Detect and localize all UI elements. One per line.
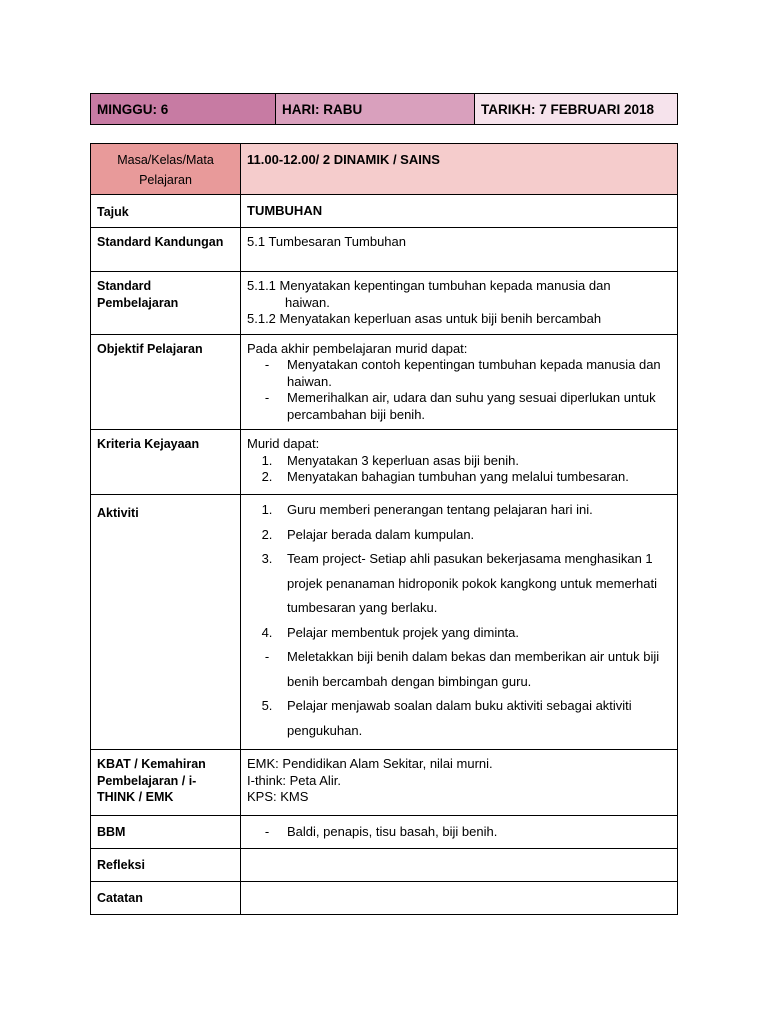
row-standard-pembelajaran bbox=[91, 272, 678, 335]
list-bullet: - bbox=[264, 357, 270, 372]
aktiviti-item bbox=[247, 694, 671, 743]
aktiviti-item-text: Guru memberi penerangan tentang pelajaran hari ini. bbox=[287, 502, 593, 517]
list-number: 5. bbox=[261, 698, 273, 713]
bbm-label: BBM bbox=[91, 816, 241, 849]
kriteria-label: Kriteria Kejayaan bbox=[91, 430, 241, 495]
masa-label bbox=[91, 144, 241, 195]
header-table bbox=[90, 93, 678, 125]
masa-value: 11.00-12.00/ 2 DINAMIK / SAINS bbox=[241, 144, 678, 195]
row-tajuk bbox=[91, 195, 678, 228]
list-bullet: - bbox=[264, 824, 270, 839]
list-bullet: - bbox=[264, 390, 270, 405]
row-kbat bbox=[91, 750, 678, 816]
objektif-value bbox=[241, 334, 678, 430]
kriteria-item bbox=[247, 453, 671, 470]
row-masa bbox=[91, 144, 678, 195]
kbat-label-line1: KBAT / Kemahiran bbox=[97, 757, 206, 771]
catatan-label: Catatan bbox=[91, 882, 241, 915]
row-bbm bbox=[91, 816, 678, 849]
sp-value bbox=[241, 272, 678, 335]
row-objektif bbox=[91, 334, 678, 430]
aktiviti-item bbox=[247, 645, 671, 694]
kbat-line: EMK: Pendidikan Alam Sekitar, nilai murni. bbox=[247, 756, 493, 771]
row-standard-kandungan bbox=[91, 228, 678, 272]
sp-item2: 5.1.2 Menyatakan keperluan asas untuk biji benih bercambah bbox=[247, 311, 602, 326]
sp-item1: 5.1.1 Menyatakan kepentingan tumbuhan kepada manusia dan bbox=[247, 278, 611, 293]
objektif-label: Objektif Pelajaran bbox=[91, 334, 241, 430]
bbm-item bbox=[247, 824, 671, 841]
aktiviti-item-text: Team project- Setiap ahli pasukan bekerjasama menghasikan 1 projek penanaman hidroponik pokok kangkong untuk memerhati tumbesaran yang berlaku. bbox=[287, 551, 658, 615]
lesson-plan-table bbox=[90, 143, 678, 915]
list-number: 1. bbox=[261, 452, 273, 468]
bbm-value bbox=[241, 816, 678, 849]
kriteria-value bbox=[241, 430, 678, 495]
list-number: 3. bbox=[261, 551, 273, 566]
aktiviti-label: Aktiviti bbox=[91, 495, 241, 750]
refleksi-value bbox=[241, 849, 678, 882]
sp-label: Standard Pembelajaran bbox=[91, 272, 241, 335]
row-kriteria bbox=[91, 430, 678, 495]
minggu-cell: MINGGU: 6 bbox=[91, 94, 276, 125]
kbat-line: I-think: Peta Alir. bbox=[247, 772, 341, 788]
kriteria-intro: Murid dapat: bbox=[247, 436, 320, 451]
kbat-label-line2: Pembelajaran / i-THINK / EMK bbox=[97, 773, 197, 804]
kriteria-item bbox=[247, 469, 671, 486]
kbat-line: KPS: KMS bbox=[247, 789, 309, 804]
aktiviti-item-text: Pelajar berada dalam kumpulan. bbox=[287, 526, 475, 542]
objektif-item-text: Memerihalkan air, udara dan suhu yang sesuai diperlukan untuk percambahan biji benih. bbox=[287, 390, 656, 422]
aktiviti-item bbox=[247, 621, 671, 646]
aktiviti-value bbox=[241, 495, 678, 750]
list-number: 2. bbox=[261, 469, 273, 484]
objektif-item-text: Menyatakan contoh kepentingan tumbuhan kepada manusia dan haiwan. bbox=[287, 357, 661, 389]
objektif-intro: Pada akhir pembelajaran murid dapat: bbox=[247, 340, 468, 356]
aktiviti-item bbox=[247, 547, 671, 621]
kbat-label bbox=[91, 750, 241, 816]
list-number: 4. bbox=[261, 624, 273, 640]
refleksi-label: Refleksi bbox=[91, 849, 241, 882]
sp-item1-cont: haiwan. bbox=[285, 294, 330, 310]
list-number: 1. bbox=[261, 502, 273, 517]
aktiviti-item bbox=[247, 498, 671, 523]
list-bullet: - bbox=[264, 649, 270, 664]
kbat-value bbox=[241, 750, 678, 816]
aktiviti-item-text: Pelajar menjawab soalan dalam buku aktiviti sebagai aktiviti pengukuhan. bbox=[287, 698, 632, 738]
aktiviti-item-text: Meletakkan biji benih dalam bekas dan memberikan air untuk biji benih bercambah dengan bimbingan guru. bbox=[287, 649, 660, 689]
sk-value: 5.1 Tumbesaran Tumbuhan bbox=[241, 228, 678, 272]
tajuk-value: TUMBUHAN bbox=[241, 195, 678, 228]
sk-label: Standard Kandungan bbox=[91, 228, 241, 272]
aktiviti-item bbox=[247, 523, 671, 548]
kriteria-item-text: Menyatakan 3 keperluan asas biji benih. bbox=[287, 452, 519, 468]
catatan-value bbox=[241, 882, 678, 915]
aktiviti-item-text: Pelajar membentuk projek yang diminta. bbox=[287, 624, 519, 640]
tajuk-label: Tajuk bbox=[91, 195, 241, 228]
bbm-item-text: Baldi, penapis, tisu basah, biji benih. bbox=[287, 824, 498, 839]
row-catatan bbox=[91, 882, 678, 915]
hari-cell: HARI: RABU bbox=[276, 94, 475, 125]
list-number: 2. bbox=[261, 526, 273, 542]
tarikh-cell: TARIKH: 7 FEBRUARI 2018 bbox=[475, 94, 678, 125]
row-aktiviti bbox=[91, 495, 678, 750]
row-refleksi bbox=[91, 849, 678, 882]
kriteria-item-text: Menyatakan bahagian tumbuhan yang melalui tumbesaran. bbox=[287, 469, 629, 484]
masa-label-line1: Masa/Kelas/Mata bbox=[117, 153, 214, 167]
masa-label-line2: Pelajaran bbox=[139, 172, 192, 187]
objektif-item bbox=[247, 357, 671, 390]
objektif-item bbox=[247, 390, 671, 423]
